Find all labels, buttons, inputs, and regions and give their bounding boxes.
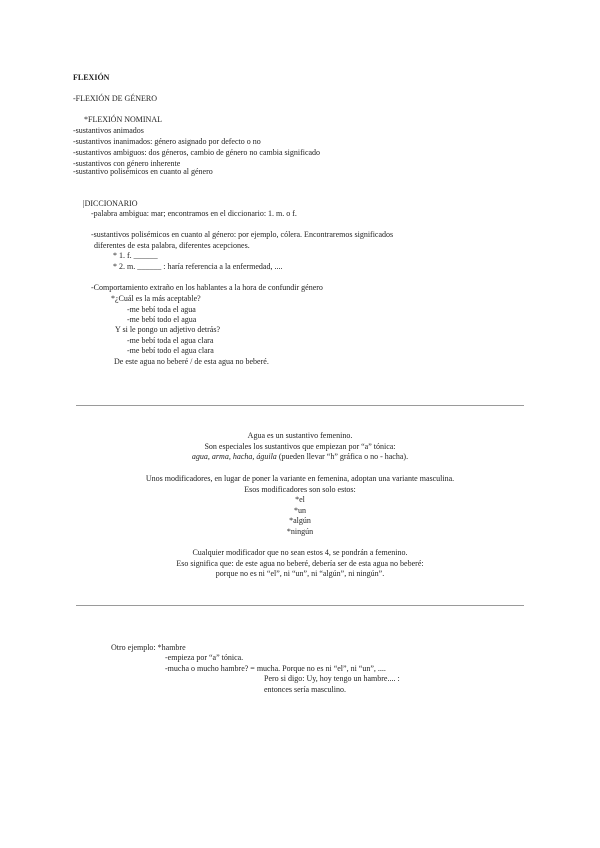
agua-examples-italic: agua, arma, hacha, águila [191,452,277,461]
nominal-item: -sustantivos animados [73,126,144,135]
dictionary-line: -palabra ambigua: mar; encontramos en el diccionario: 1. m. o f. [91,209,297,218]
nominal-heading: *FLEXIÓN NOMINAL [84,115,162,124]
otro-line: -empieza por “a” tónica. [165,653,244,662]
agua-line: Agua es un sustantivo femenino. [247,431,353,440]
dictionary-heading: |DICCIONARIO [83,199,138,208]
nominal-item: -sustantivo polisémicos en cuanto al género [73,167,213,176]
horizontal-rule [76,405,524,406]
modifier-item: *ningún [286,527,314,536]
otro-line: Otro ejemplo: *hambre [111,643,186,652]
dictionary-line: -me bebí toda el agua clara [127,336,214,345]
dictionary-line: -sustantivos polisémicos en cuanto al género: por ejemplo, cólera. Encontraremos significados [91,230,394,239]
horizontal-rule [76,605,524,606]
dictionary-line: * 1. f. ______ [113,251,158,260]
dictionary-line: -me bebí toda el agua [127,305,196,314]
agua-line: Eso significa que: de este agua no beberé, debería ser de esta agua no beberé: [176,559,424,568]
otro-line: Pero si digo: Uy, hoy tengo un hambre.... : [264,674,400,683]
dictionary-line: -me bebí todo el agua [127,315,197,324]
agua-line: Unos modificadores, en lugar de poner la variante en femenina, adoptan una variante masculina. [145,474,455,483]
agua-line: Son especiales los sustantivos que empiezan por “a” tónica: [204,442,396,451]
otro-line: entonces sería masculino. [264,685,346,694]
dictionary-line: *¿Cuál es la más aceptable? [111,294,201,303]
dictionary-line: * 2. m. ______ : haría referencia a la enfermedad, .... [113,262,283,271]
agua-line: porque no es ni “el”, ni “un”, ni “algún”, ni ningún”. [215,569,385,578]
document-title: FLEXIÓN [73,73,110,82]
agua-examples-note: (pueden llevar “h” gráfica o no - hacha). [276,452,409,461]
otro-line: -mucha o mucho hambre? = mucha. Porque no es ni “el”, ni “un”, .... [165,664,386,673]
modifier-item: *algún [289,516,311,525]
nominal-item: -sustantivos inanimados: género asignado por defecto o no [73,137,261,146]
dictionary-line: -Comportamiento extraño en los hablantes a la hora de confundir género [91,283,323,292]
modifier-item: *el [295,495,305,504]
dictionary-line: De este agua no beberé / de esta agua no beberé. [114,357,269,366]
dictionary-line: -me bebí todo el agua clara [127,346,214,355]
section-subtitle: -FLEXIÓN DE GÉNERO [73,94,157,103]
modifier-item: *un [294,506,306,515]
agua-examples [0,452,600,462]
nominal-item: -sustantivos ambiguos: dos géneros, cambio de género no cambia significado [73,148,321,157]
agua-line: Cualquier modificador que no sean estos 4, se pondrán a femenino. [192,548,408,557]
dictionary-line: Y si le pongo un adjetivo detrás? [115,325,221,334]
dictionary-line: diferentes de esta palabra, diferentes acepciones. [94,241,250,250]
agua-line: Esos modificadores son solo estos: [244,485,356,494]
nominal-item: -sustantivos con género inherente [73,159,181,168]
